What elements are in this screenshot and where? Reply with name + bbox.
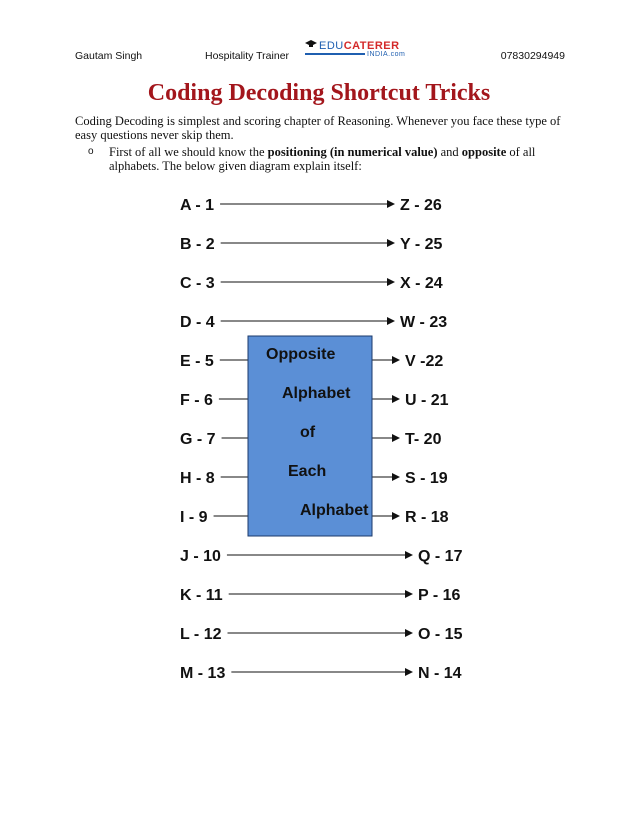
left-letter-label: C - 3 — [180, 275, 215, 292]
right-letter-label: N - 14 — [418, 665, 462, 682]
logo-subtext: INDIA.com — [367, 51, 406, 58]
right-letter-label: X - 24 — [400, 275, 443, 292]
author-role: Hospitality Trainer — [205, 50, 290, 62]
left-letter-label: M - 13 — [180, 665, 226, 682]
left-letter-label: H - 8 — [180, 470, 215, 487]
left-letter-label: G - 7 — [180, 431, 216, 448]
right-letter-label: P - 16 — [418, 587, 461, 604]
box-text-line: of — [300, 424, 316, 441]
box-text-line: Opposite — [266, 346, 336, 363]
right-letter-label: U - 21 — [405, 392, 449, 409]
left-letter-label: D - 4 — [180, 314, 215, 331]
right-letter-label: O - 15 — [418, 626, 463, 643]
right-letter-label: V -22 — [405, 353, 444, 370]
box-text-line: Alphabet — [300, 502, 369, 519]
author-name: Gautam Singh — [75, 50, 143, 62]
left-letter-label: A - 1 — [180, 197, 215, 214]
left-letter-label: I - 9 — [180, 509, 208, 526]
box-text-line: Each — [288, 463, 327, 480]
left-letter-label: J - 10 — [180, 548, 221, 565]
right-letter-label: Q - 17 — [418, 548, 463, 565]
right-letter-label: T- 20 — [405, 431, 442, 448]
page-title: Coding Decoding Shortcut Tricks — [147, 80, 491, 106]
logo-wordmark: EDUCATERER — [319, 40, 400, 52]
right-letter-label: Y - 25 — [400, 236, 443, 253]
right-letter-label: R - 18 — [405, 509, 449, 526]
box-text-line: Alphabet — [282, 385, 351, 402]
intro-paragraph: Coding Decoding is simplest and scoring chapter of Reasoning. Whenever you face these type of easy questions never skip them. — [75, 114, 561, 142]
left-letter-label: K - 11 — [180, 587, 223, 604]
left-letter-label: E - 5 — [180, 353, 214, 370]
left-letter-label: B - 2 — [180, 236, 215, 253]
right-letter-label: W - 23 — [400, 314, 448, 331]
author-phone: 07830294949 — [500, 50, 565, 62]
left-letter-label: L - 12 — [180, 626, 222, 643]
left-letter-label: F - 6 — [180, 392, 213, 409]
bullet-marker: o — [88, 146, 94, 157]
bullet-text: First of all we should know the positioning (in numerical value) and opposite of all alphabets. The below given diagram explain itself: — [109, 145, 536, 173]
right-letter-label: Z - 26 — [400, 197, 442, 214]
right-letter-label: S - 19 — [405, 470, 448, 487]
